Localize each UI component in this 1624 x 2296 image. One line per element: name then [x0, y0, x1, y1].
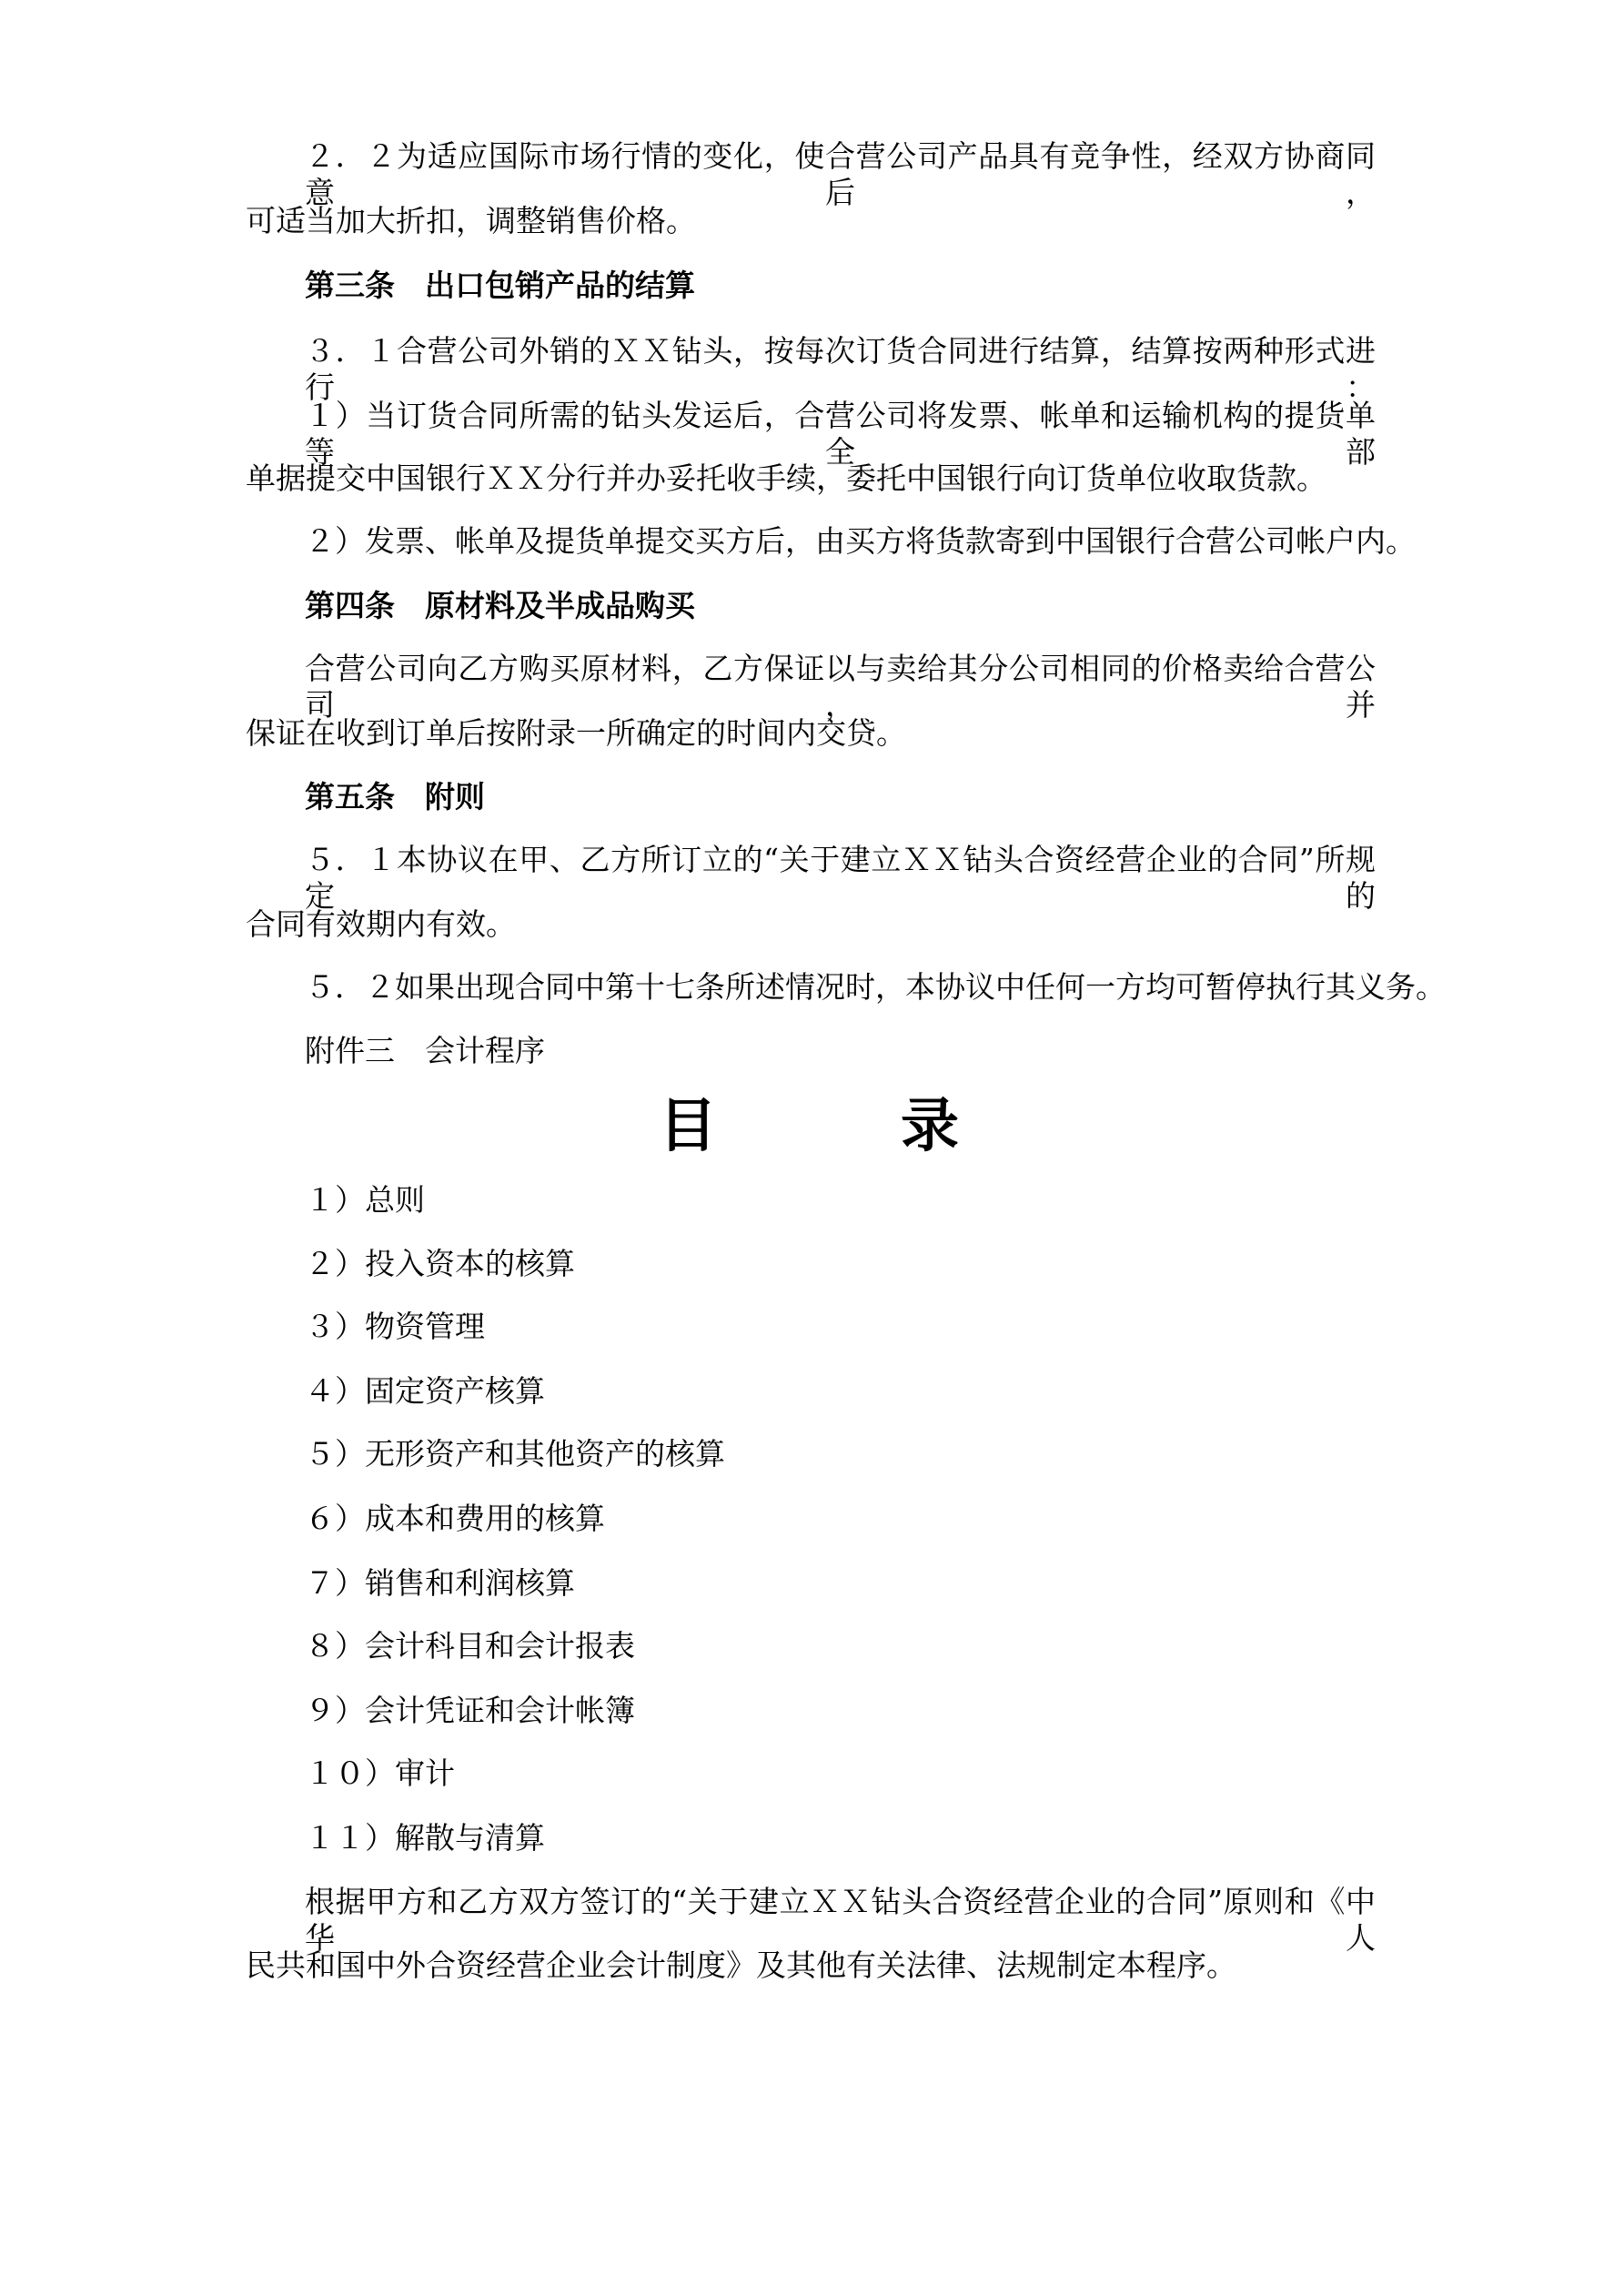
toc-item: ４）固定资产核算: [305, 1373, 545, 1409]
article-4-line-2: 保证在收到订单后按附录一所确定的时间内交贷。: [246, 715, 906, 751]
paragraph-2-2-line-2: 可适当加大折扣，调整销售价格。: [246, 203, 696, 238]
toc-item: １１）解散与清算: [305, 1820, 545, 1856]
article-3-heading: 第三条 出口包销产品的结算: [305, 268, 695, 303]
toc-title-char-1: 目: [659, 1092, 717, 1160]
closing-line-1: 根据甲方和乙方双方签订的“关于建立ＸＸ钻头合资经营企业的合同”原则和《中华人: [305, 1884, 1376, 1956]
annex-heading: 附件三 会计程序: [305, 1033, 545, 1068]
toc-item: １０）审计: [305, 1755, 455, 1791]
toc-item: ７）销售和利润核算: [305, 1565, 575, 1601]
toc-item: ８）会计科目和会计报表: [305, 1628, 635, 1664]
paragraph-3-1: ３．１合营公司外销的ＸＸ钻头，按每次订货合同进行结算，结算按两种形式进行：: [305, 333, 1376, 405]
paragraph-5-1-line-1: ５．１本协议在甲、乙方所订立的“关于建立ＸＸ钻头合资经营企业的合同”所规定的: [305, 842, 1376, 914]
paragraph-5-2: ５．２如果出现合同中第十七条所述情况时，本协议中任何一方均可暂停执行其义务。: [305, 969, 1446, 1005]
toc-item: ５）无形资产和其他资产的核算: [305, 1436, 725, 1472]
article-5-heading: 第五条 附则: [305, 779, 485, 814]
article-4-heading: 第四条 原材料及半成品购买: [305, 588, 695, 623]
paragraph-2-2-line-1: ２．２为适应国际市场行情的变化，使合营公司产品具有竞争性，经双方协商同意后，: [305, 138, 1376, 210]
toc-item: ６）成本和费用的核算: [305, 1501, 605, 1536]
item-2: ２）发票、帐单及提货单提交买方后，由买方将货款寄到中国银行合营公司帐户内。: [305, 523, 1416, 559]
article-4-line-1: 合营公司向乙方购买原材料，乙方保证以与卖给其分公司相同的价格卖给合营公司，并: [305, 651, 1376, 723]
toc-item: ２）投入资本的核算: [305, 1246, 575, 1281]
toc-title-char-2: 录: [901, 1092, 959, 1160]
closing-line-2: 民共和国中外合资经营企业会计制度》及其他有关法律、法规制定本程序。: [246, 1947, 1236, 1983]
toc-item: ３）物资管理: [305, 1309, 485, 1344]
toc-item: １）总则: [305, 1182, 425, 1218]
item-1-line-2: 单据提交中国银行ＸＸ分行并办妥托收手续，委托中国银行向订货单位收取货款。: [246, 460, 1326, 496]
toc-item: ９）会计凭证和会计帐簿: [305, 1693, 635, 1728]
item-1-line-1: １）当订货合同所需的钻头发运后，合营公司将发票、帐单和运输机构的提货单等全部: [305, 398, 1376, 470]
paragraph-5-1-line-2: 合同有效期内有效。: [246, 906, 516, 942]
